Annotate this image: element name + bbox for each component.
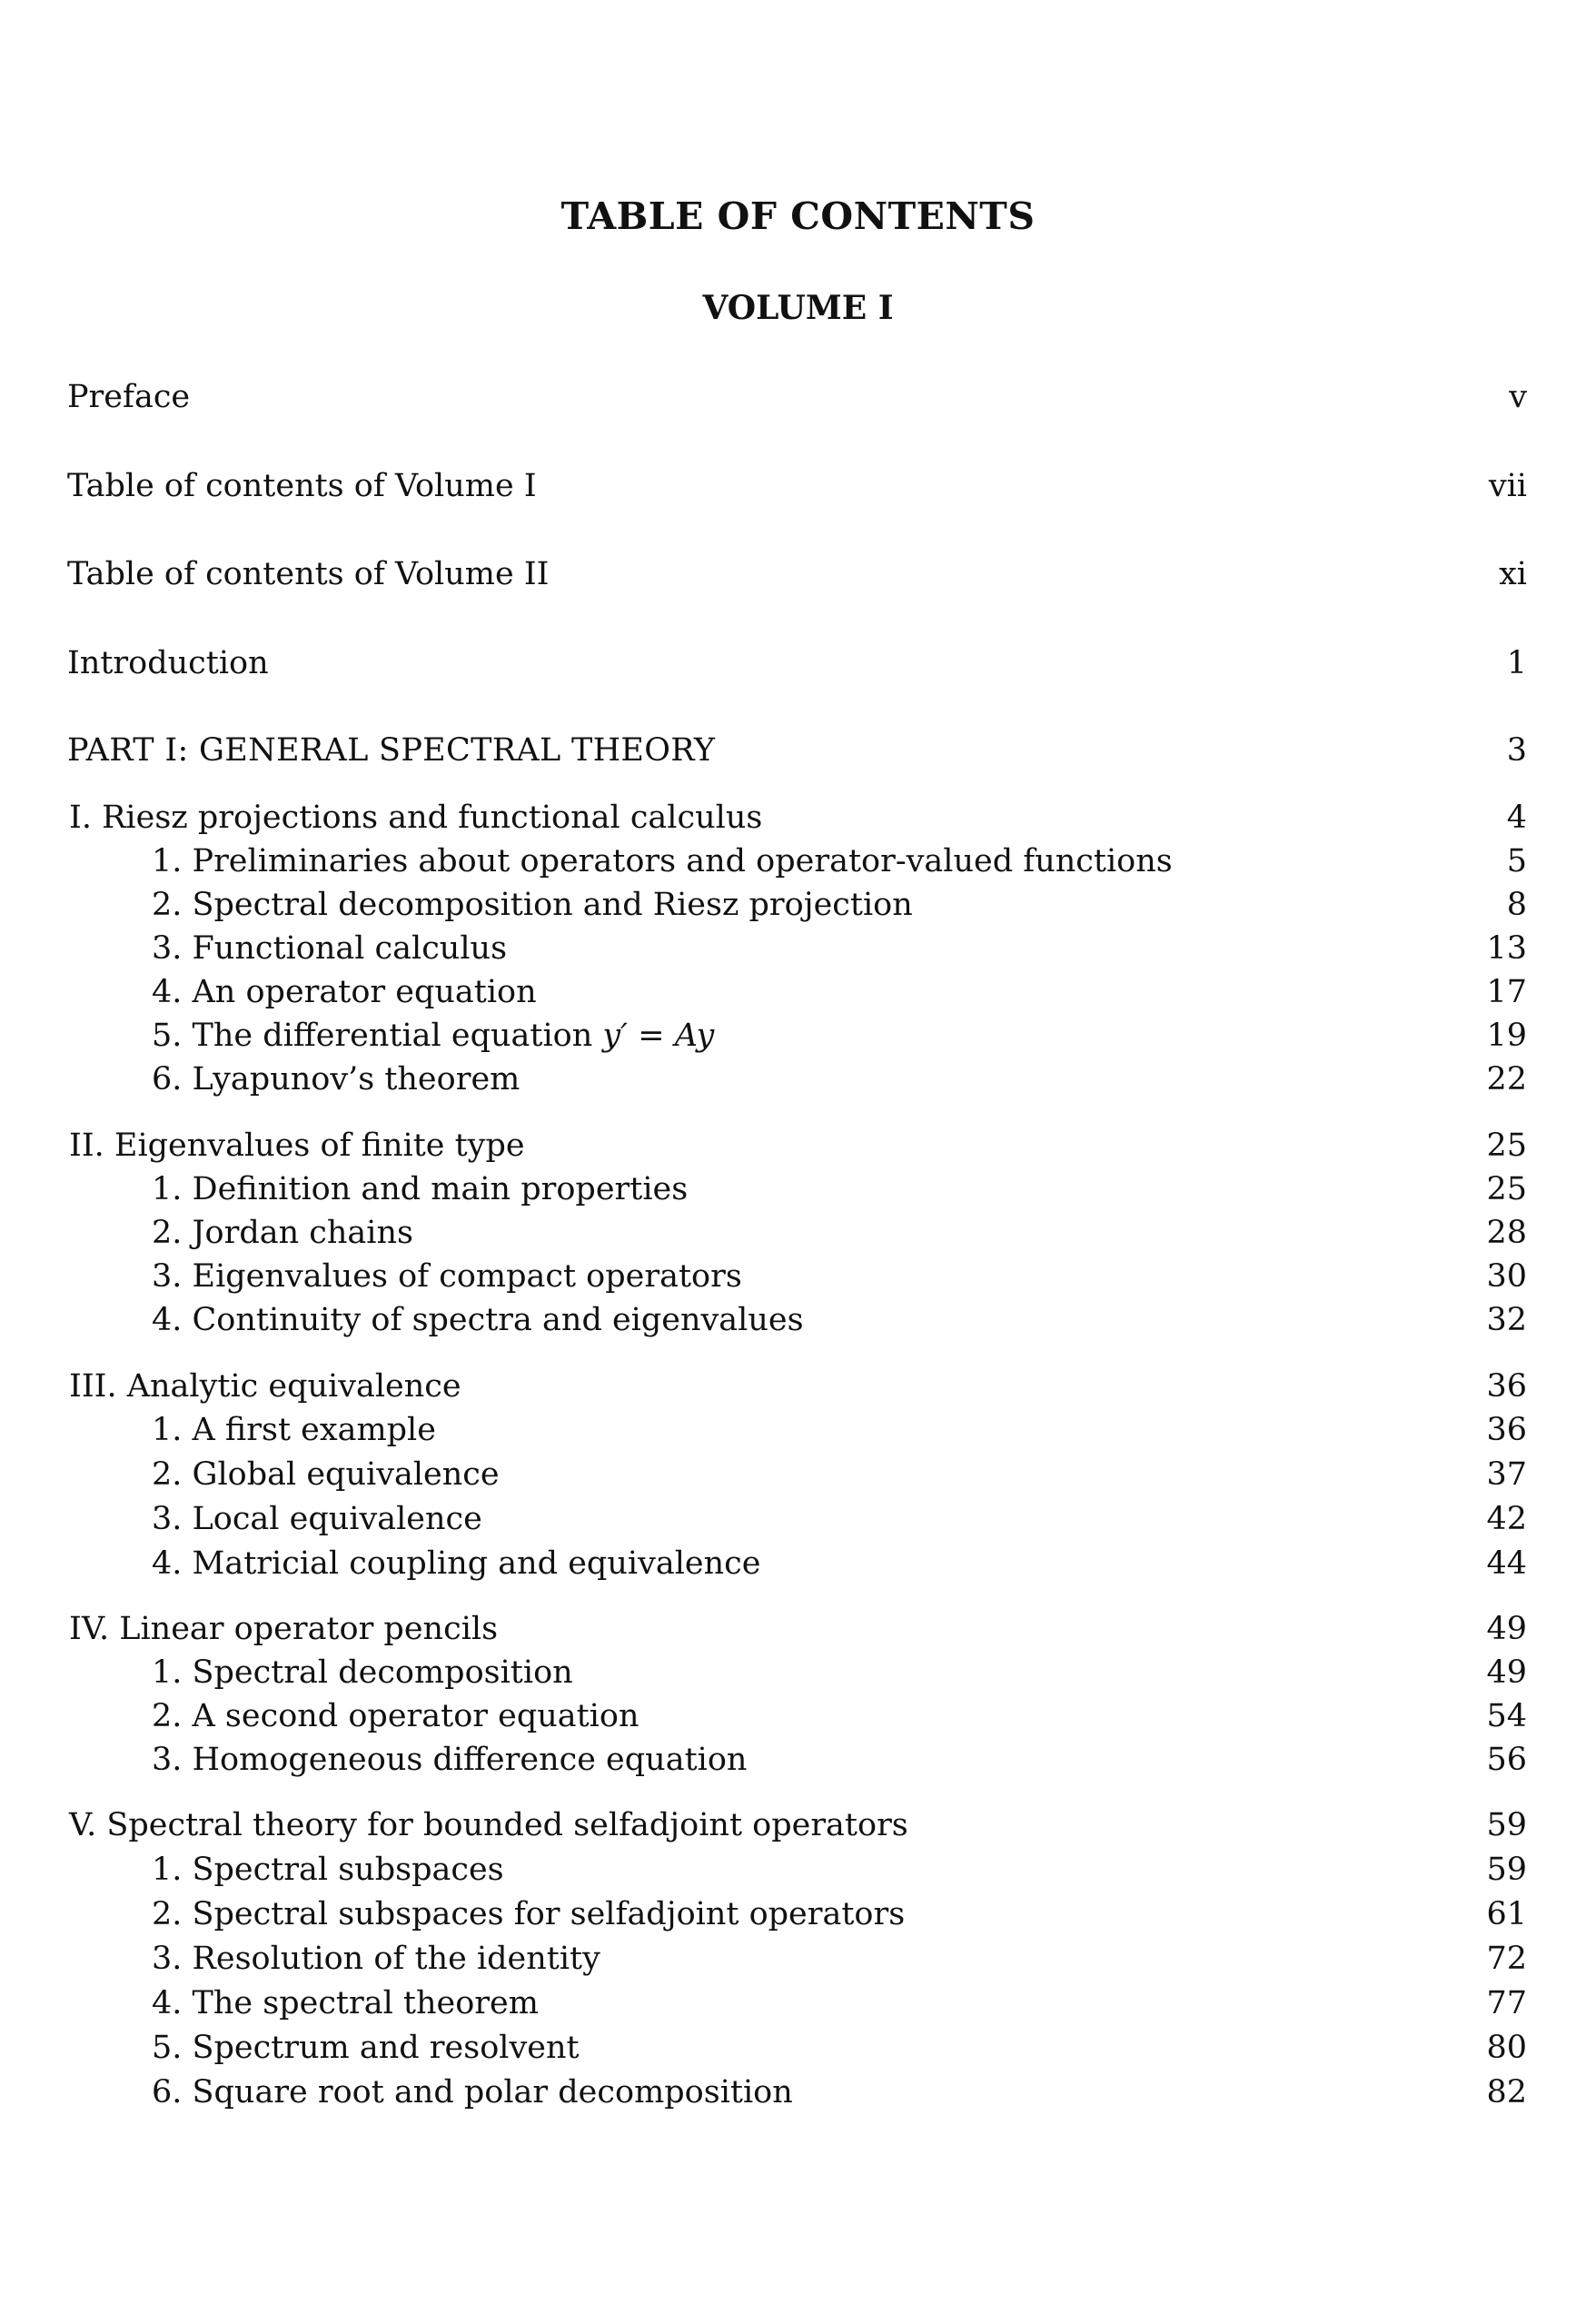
toc-section[interactable] bbox=[0, 1057, 1596, 1102]
toc-page-number: 17 bbox=[1486, 974, 1527, 1010]
toc-section[interactable] bbox=[0, 839, 1596, 884]
toc-page-number: 3 bbox=[1506, 732, 1527, 769]
toc-page-number: vii bbox=[1488, 468, 1527, 504]
toc-section[interactable] bbox=[0, 1254, 1596, 1299]
toc-section[interactable] bbox=[0, 2025, 1596, 2071]
toc-page-number: 4 bbox=[1506, 799, 1527, 836]
toc-section-label: 3. Homogeneous difference equation bbox=[152, 1742, 748, 1778]
toc-section-label: 3. Local equivalence bbox=[152, 1501, 482, 1537]
toc-entry-contents-volume-1[interactable] bbox=[0, 463, 1596, 509]
toc-section-label: 6. Square root and polar decomposition bbox=[152, 2074, 793, 2110]
toc-section[interactable] bbox=[0, 882, 1596, 928]
toc-page-number: 5 bbox=[1506, 843, 1527, 879]
toc-section[interactable] bbox=[0, 1693, 1596, 1739]
toc-page-number: 13 bbox=[1486, 930, 1527, 967]
toc-page-number: 44 bbox=[1486, 1545, 1527, 1582]
toc-equation: y′ = Ay bbox=[602, 1018, 715, 1054]
toc-chapter-label: V. Spectral theory for bounded selfadjoint operators bbox=[69, 1807, 908, 1843]
toc-page-number: 61 bbox=[1486, 1896, 1527, 1932]
toc-page-number: 25 bbox=[1486, 1127, 1527, 1164]
toc-page-number: 22 bbox=[1486, 1061, 1527, 1097]
toc-section[interactable] bbox=[0, 1496, 1596, 1542]
toc-section[interactable] bbox=[0, 1452, 1596, 1497]
toc-section[interactable] bbox=[0, 969, 1596, 1015]
toc-section-label: 4. Matricial coupling and equivalence bbox=[152, 1545, 761, 1582]
toc-section[interactable] bbox=[0, 1650, 1596, 1695]
toc-section-label: 5. The differential equation bbox=[152, 1018, 593, 1054]
toc-section[interactable] bbox=[0, 2070, 1596, 2115]
toc-section-label: 1. Definition and main properties bbox=[152, 1171, 689, 1207]
toc-section-label: 2. Spectral subspaces for selfadjoint operators bbox=[152, 1896, 906, 1932]
toc-entry-preface[interactable] bbox=[0, 374, 1596, 420]
toc-section-label: 5. Spectrum and resolvent bbox=[152, 2030, 580, 2066]
toc-section-label: 3. Functional calculus bbox=[152, 930, 508, 967]
toc-page-number: 32 bbox=[1486, 1302, 1527, 1338]
toc-section-label-group bbox=[152, 1013, 714, 1058]
volume-title: VOLUME I bbox=[702, 289, 894, 327]
toc-section-label: 1. Preliminaries about operators and operator-valued functions bbox=[152, 843, 1173, 879]
toc-page-number: 82 bbox=[1486, 2074, 1527, 2110]
toc-section[interactable] bbox=[0, 1936, 1596, 1981]
toc-section-label: 3. Eigenvalues of compact operators bbox=[152, 1258, 742, 1295]
toc-chapter-label: IV. Linear operator pencils bbox=[69, 1611, 499, 1647]
toc-entry-label: Preface bbox=[67, 379, 191, 415]
toc-page-number: 30 bbox=[1486, 1258, 1527, 1295]
toc-page-number: xi bbox=[1499, 556, 1527, 592]
toc-section[interactable] bbox=[0, 1892, 1596, 1937]
toc-chapter-label: I. Riesz projections and functional calculus bbox=[69, 799, 763, 836]
toc-section[interactable] bbox=[0, 1541, 1596, 1586]
toc-page-number: 49 bbox=[1486, 1611, 1527, 1647]
toc-chapter-label: III. Analytic equivalence bbox=[69, 1368, 461, 1405]
toc-section-label: 4. An operator equation bbox=[152, 974, 537, 1010]
toc-page-number: 42 bbox=[1486, 1501, 1527, 1537]
toc-entry-introduction[interactable] bbox=[0, 641, 1596, 686]
toc-section[interactable] bbox=[0, 1407, 1596, 1453]
toc-section[interactable] bbox=[0, 1297, 1596, 1343]
toc-chapter-label: II. Eigenvalues of finite type bbox=[69, 1127, 525, 1164]
toc-page-number: 54 bbox=[1486, 1698, 1527, 1734]
toc-entry-label: Table of contents of Volume II bbox=[67, 556, 550, 592]
toc-section[interactable] bbox=[0, 1981, 1596, 2026]
toc-page-number: 77 bbox=[1486, 1985, 1527, 2021]
toc-section-label: 2. A second operator equation bbox=[152, 1698, 639, 1734]
toc-page-number: 19 bbox=[1486, 1018, 1527, 1054]
toc-page-number: 49 bbox=[1486, 1654, 1527, 1691]
toc-section-label: 6. Lyapunov’s theorem bbox=[152, 1061, 520, 1097]
page-title: TABLE OF CONTENTS bbox=[560, 194, 1036, 238]
toc-entry-contents-volume-2[interactable] bbox=[0, 551, 1596, 597]
toc-section[interactable] bbox=[0, 1210, 1596, 1256]
toc-page-number: 1 bbox=[1506, 645, 1527, 681]
toc-entry-label: Table of contents of Volume I bbox=[67, 468, 537, 504]
toc-section[interactable] bbox=[0, 1737, 1596, 1783]
toc-page-number: 59 bbox=[1486, 1807, 1527, 1843]
toc-page-number: 37 bbox=[1486, 1456, 1527, 1493]
toc-page-number: 36 bbox=[1486, 1412, 1527, 1448]
toc-page-number: 59 bbox=[1486, 1852, 1527, 1888]
toc-page-number: 80 bbox=[1486, 2030, 1527, 2066]
toc-section-label: 1. Spectral decomposition bbox=[152, 1654, 573, 1691]
toc-section-label: 3. Resolution of the identity bbox=[152, 1941, 600, 1977]
toc-section-label: 4. The spectral theorem bbox=[152, 1985, 539, 2021]
toc-chapter-1[interactable] bbox=[0, 795, 1596, 840]
toc-section[interactable] bbox=[0, 1013, 1596, 1058]
toc-section-label: 1. Spectral subspaces bbox=[152, 1852, 504, 1888]
toc-chapter-4[interactable] bbox=[0, 1606, 1596, 1652]
toc-page-number: v bbox=[1509, 379, 1527, 415]
toc-page-number: 36 bbox=[1486, 1368, 1527, 1405]
toc-section[interactable] bbox=[0, 1847, 1596, 1892]
toc-part-heading[interactable] bbox=[0, 728, 1596, 773]
toc-entry-label: Introduction bbox=[67, 645, 269, 681]
toc-chapter-2[interactable] bbox=[0, 1123, 1596, 1168]
toc-page-number: 72 bbox=[1486, 1941, 1527, 1977]
toc-section-label: 4. Continuity of spectra and eigenvalues bbox=[152, 1302, 804, 1338]
toc-section-label: 2. Global equivalence bbox=[152, 1456, 500, 1493]
toc-page-number: 28 bbox=[1486, 1215, 1527, 1251]
toc-page-number: 8 bbox=[1506, 887, 1527, 923]
toc-part-label: PART I: GENERAL SPECTRAL THEORY bbox=[67, 732, 716, 769]
toc-chapter-3[interactable] bbox=[0, 1364, 1596, 1409]
toc-page-number: 25 bbox=[1486, 1171, 1527, 1207]
toc-page-number: 56 bbox=[1486, 1742, 1527, 1778]
toc-chapter-5[interactable] bbox=[0, 1803, 1596, 1848]
toc-section[interactable] bbox=[0, 926, 1596, 971]
toc-section-label: 1. A first example bbox=[152, 1412, 436, 1448]
toc-section-label: 2. Jordan chains bbox=[152, 1215, 413, 1251]
toc-section[interactable] bbox=[0, 1167, 1596, 1212]
toc-section-label: 2. Spectral decomposition and Riesz projection bbox=[152, 887, 913, 923]
